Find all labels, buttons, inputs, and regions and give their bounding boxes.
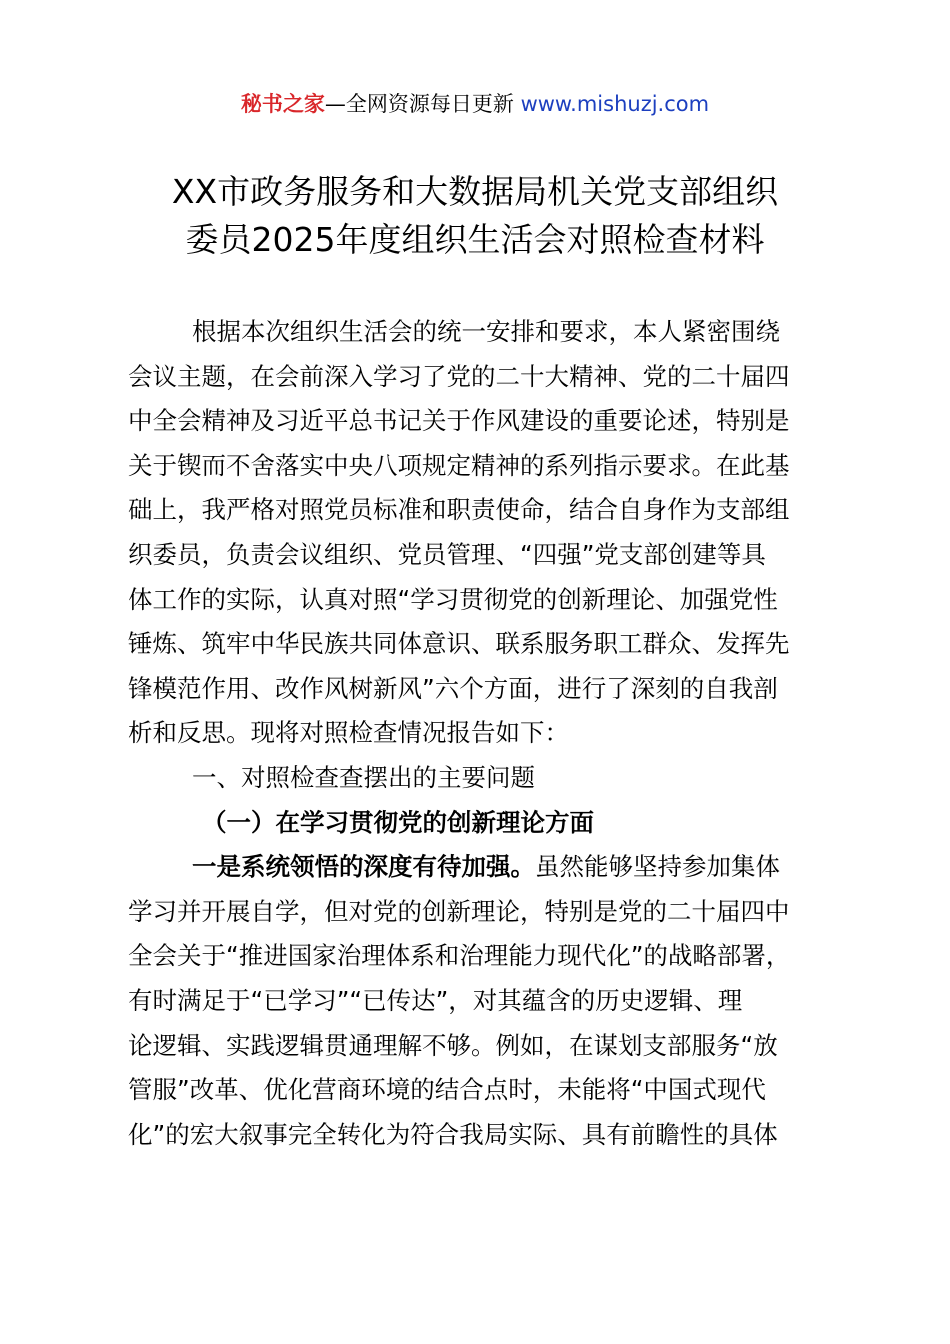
site-header [0,88,950,120]
paragraph-line: 析和反思。现将对照检查情况报告如下： [128,718,569,748]
paragraph-line [128,845,834,890]
document-body [128,310,834,1157]
paragraph-line: 全会关于“推进国家治理体系和治理能力现代化”的战略部署， [128,941,791,971]
site-url[interactable]: www.mishuzj.com [520,92,710,116]
point-lead: 一是系统领悟的深度有待加强。 [192,852,535,882]
paragraph-line: 论逻辑、实践逻辑贯通理解不够。例如，在谋划支部服务“放 [128,1030,778,1060]
paragraph-line: 体工作的实际，认真对照“学习贯彻党的创新理论、加强党性 [128,584,778,614]
paragraph-line: 化”的宏大叙事完全转化为符合我局实际、具有前瞻性的具体 [128,1119,778,1149]
document-title [100,168,850,264]
paragraph-line: 锋模范作用、改作风树新风”六个方面，进行了深刻的自我剖 [128,673,778,703]
paragraph-line: 中全会精神及习近平总书记关于作风建设的重要论述，特别是 [128,406,790,436]
paragraph-line: 会议主题，在会前深入学习了党的二十大精神、党的二十届四 [128,361,790,391]
paragraph-line: 有时满足于“已学习”“已传达”，对其蕴含的历史逻辑、理 [128,985,743,1015]
paragraph-line: 织委员，负责会议组织、党员管理、“四强”党支部创建等具 [128,539,766,569]
subsection-heading: （一）在学习贯彻党的创新理论方面 [202,807,594,837]
paragraph-line: 管服”改革、优化营商环境的结合点时，未能将“中国式现代 [128,1075,766,1105]
paragraph-line: 学习并开展自学，但对党的创新理论，特别是党的二十届四中 [128,896,790,926]
point-text: 虽然能够坚持参加集体 [535,852,780,882]
header-tagline: —全网资源每日更新 [324,92,521,116]
brand-name: 秘书之家 [240,92,325,116]
title-line-2: 委员2025年度组织生活会对照检查材料 [185,220,765,259]
paragraph-line: 锤炼、筑牢中华民族共同体意识、联系服务职工群众、发挥先 [128,629,790,659]
title-line-1: XX市政务服务和大数据局机关党支部组织 [171,172,779,211]
paragraph-line: 关于锲而不舍落实中央八项规定精神的系列指示要求。在此基 [128,450,790,480]
section-heading: 一、对照检查查摆出的主要问题 [192,762,535,792]
paragraph-line: 根据本次组织生活会的统一安排和要求，本人紧密围绕 [192,317,780,346]
paragraph-line: 础上，我严格对照党员标准和职责使命，结合自身作为支部组 [128,495,790,525]
